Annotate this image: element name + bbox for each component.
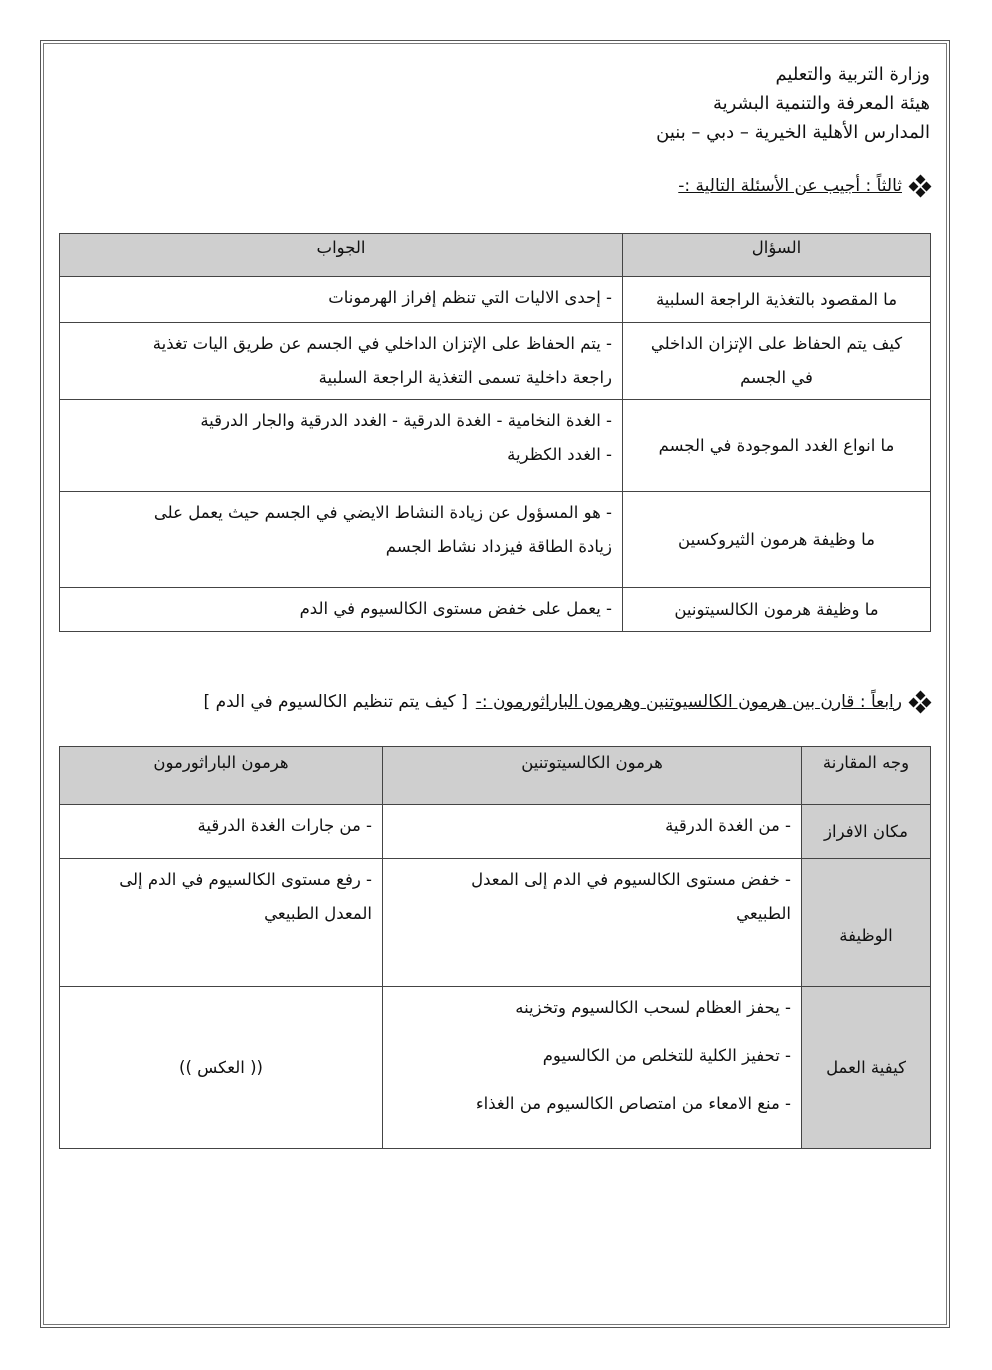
question-cell: ما انواع الغدد الموجودة في الجسم [623, 400, 931, 492]
aspect-cell: مكان الافراز [802, 805, 931, 859]
parathormone-cell: - من جارات الغدة الدرقية [60, 805, 383, 859]
table-row [60, 277, 931, 323]
answer-cell: - الغدة النخامية - الغدة الدرقية - الغدد الدرقية والجار الدرقية - الغدد الكظرية [60, 400, 623, 492]
parathormone-cell: (( العكس )) [60, 987, 383, 1149]
question-cell: ما المقصود بالتغذية الراجعة السلبية [623, 277, 931, 323]
comparison-col-calcitonin: هرمون الكالسيتوتنين [383, 747, 802, 805]
table-row [60, 588, 931, 632]
question-cell: ما وظيفة هرمون الثيروكسين [623, 492, 931, 588]
parathormone-cell: - رفع مستوى الكالسيوم في الدم إلى المعدل الطبيعي [60, 859, 383, 987]
question-cell: كيف يتم الحفاظ على الإتزان الداخلي في الجسم [623, 323, 931, 400]
answer-cell: - هو المسؤول عن زيادة النشاط الايضي في الجسم حيث يعمل على زيادة الطاقة فيزداد نشاط الجسم [60, 492, 623, 588]
calcitonin-cell: - يحفز العظام لسحب الكالسيوم وتخزينه - تحفيز الكلية للتخلص من الكالسيوم - منع الامعاء من امتصاص الكالسيوم من الغذاء [383, 987, 802, 1149]
document-header [656, 60, 930, 147]
table-row [60, 805, 931, 859]
comparison-col-parathormone: هرمون الباراثورمون [60, 747, 383, 805]
table-row [60, 400, 931, 492]
qa-table [59, 233, 931, 632]
table-row [60, 492, 931, 588]
calcitonin-cell: - خفض مستوى الكالسيوم في الدم إلى المعدل الطبيعي [383, 859, 802, 987]
comparison-header-row [60, 747, 931, 805]
qa-col-question: السؤال [623, 234, 931, 277]
section4-title-suffix: [ كيف يتم تنظيم الكالسيوم في الدم ] [203, 692, 468, 712]
answer-cell: - يعمل على خفض مستوى الكالسيوم في الدم [60, 588, 623, 632]
section3-heading [678, 176, 930, 196]
comparison-col-aspect: وجه المقارنة [802, 747, 931, 805]
section3-title: ثالثاً : أجيب عن الأسئلة التالية :- [678, 176, 902, 196]
answer-cell: - إحدى الاليات التي تنظم إفراز الهرمونات [60, 277, 623, 323]
aspect-cell: الوظيفة [802, 859, 931, 987]
school-name: المدارس الأهلية الخيرية – دبي – بنين [656, 122, 930, 143]
bullet-diamond-icon [910, 176, 930, 196]
aspect-cell: كيفية العمل [802, 987, 931, 1149]
section4-title: رابعاً : قارن بين هرمون الكالسيوتنين وهرمون الباراثورمون :- [475, 692, 902, 712]
section4-heading [204, 692, 930, 712]
comparison-table [59, 746, 931, 1149]
qa-table-header-row [60, 234, 931, 277]
authority-name: هيئة المعرفة والتنمية البشرية [712, 93, 930, 114]
calcitonin-cell: - من الغدة الدرقية [383, 805, 802, 859]
question-cell: ما وظيفة هرمون الكالسيتونين [623, 588, 931, 632]
table-row [60, 859, 931, 987]
ministry-name: وزارة التربية والتعليم [775, 64, 930, 85]
answer-cell: - يتم الحفاظ على الإتزان الداخلي في الجسم عن طريق اليات تغذية راجعة داخلية تسمى التغذية الراجعة السلبية [60, 323, 623, 400]
bullet-diamond-icon [910, 692, 930, 712]
table-row [60, 987, 931, 1149]
table-row [60, 323, 931, 400]
qa-col-answer: الجواب [60, 234, 623, 277]
